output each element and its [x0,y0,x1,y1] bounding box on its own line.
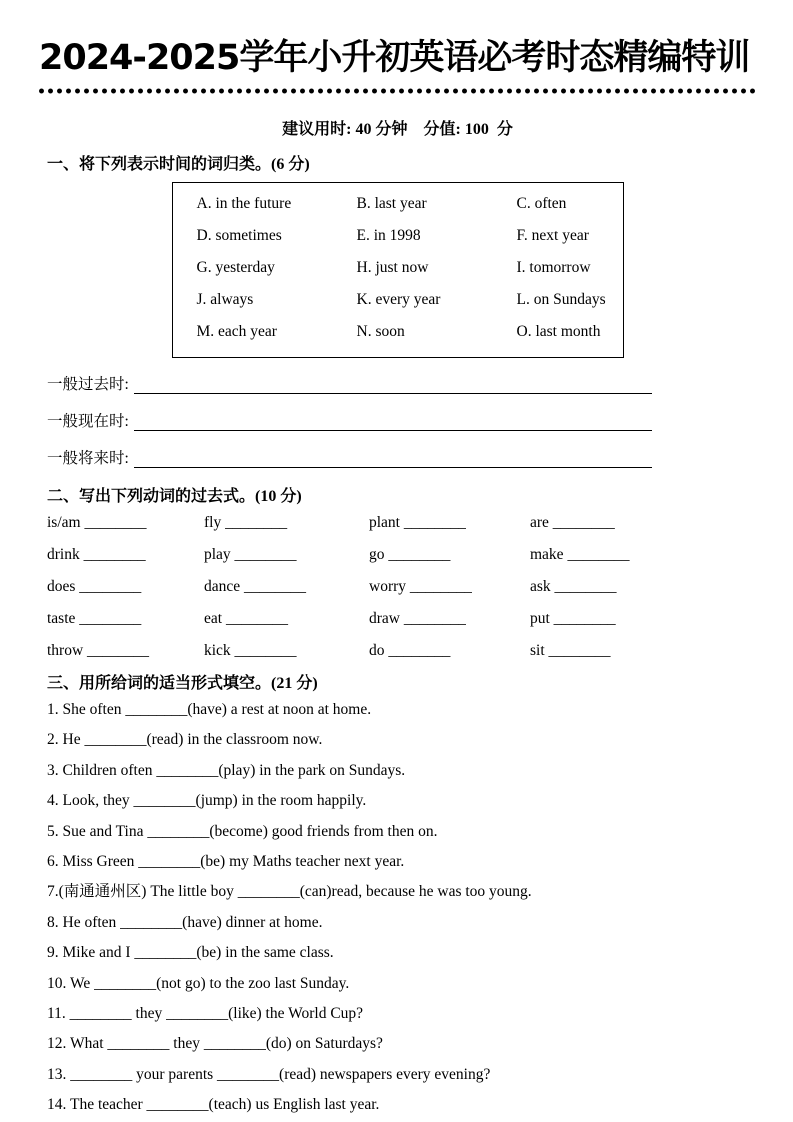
verb-cell: ask ________ [530,578,617,595]
question-item: 12. What ________ they ________(do) on Saturdays? [47,1035,383,1053]
verb-cell: go ________ [369,546,451,563]
question-item: 5. Sue and Tina ________(become) good friends from then on. [47,822,438,840]
verb-cell: dance ________ [204,578,307,595]
verb-cell: put ________ [530,610,616,627]
option-cell: K. every year [356,291,441,308]
question-item: 4. Look, they ________(jump) in the room happily. [47,792,367,810]
option-cell: J. always [196,291,254,308]
option-cell: I. tomorrow [516,259,591,276]
question-item: 10. We ________(not go) to the zoo last Sunday. [47,974,350,992]
option-cell: E. in 1998 [356,227,421,244]
option-cell: O. last month [516,323,601,340]
answer-line [134,414,652,431]
question-item: 7.(南通通州区) The little boy ________(can)read, because he was too young. [47,883,532,901]
question-item: 11. ________ they ________(like) the World Cup? [47,1005,364,1023]
option-cell: B. last year [356,195,427,212]
tense-answer-row [47,409,748,431]
verb-cell: draw ________ [369,610,466,627]
option-cell: G. yesterday [196,259,275,276]
dotted-divider [37,86,758,96]
question-item: 6. Miss Green ________(be) my Maths teacher next year. [47,853,405,871]
page-title: 2024-2025学年小升初英语必考时态精编特训 [39,38,750,78]
verb-cell: kick ________ [204,642,297,659]
answer-line [134,451,652,468]
option-cell: L. on Sundays [516,291,606,308]
tense-label: 一般过去时: [47,376,129,393]
question-item: 2. He ________(read) in the classroom now. [47,731,323,749]
verb-cell: fly ________ [204,514,288,531]
verb-cell: sit ________ [530,642,611,659]
option-cell: A. in the future [196,195,292,212]
verb-cell: play ________ [204,546,297,563]
verb-cell: does ________ [47,578,142,595]
option-cell: H. just now [356,259,429,276]
verb-cell: taste ________ [47,610,142,627]
verb-cell: is/am ________ [47,514,147,531]
question-item: 13. ________ your parents ________(read) newspapers every evening? [47,1065,491,1083]
verb-cell: do ________ [369,642,451,659]
options-box [172,182,624,358]
verb-cell: make ________ [530,546,630,563]
question-item: 1. She often ________(have) a rest at noon at home. [47,701,372,718]
option-cell: C. often [516,195,567,212]
verb-cell: eat ________ [204,610,288,627]
verb-cell: worry ________ [369,578,472,595]
option-cell: F. next year [516,227,589,244]
option-cell: N. soon [356,323,405,340]
verb-cell: plant ________ [369,514,466,531]
question-item: 3. Children often ________(play) in the park on Sundays. [47,761,406,779]
question-item: 9. Mike and I ________(be) in the same class. [47,944,334,962]
tense-answer-row [47,372,748,394]
verb-cell: are ________ [530,514,615,531]
section-2-heading: 二、写出下列动词的过去式。(10 分) [47,488,302,505]
answer-line [134,377,652,394]
question-item: 14. The teacher ________(teach) us English last year. [47,1096,380,1114]
tense-answer-row [47,446,748,468]
tense-label: 一般将来时: [47,450,129,467]
question-list [47,701,748,1115]
exam-meta: 建议用时: 40 分钟 分值: 100 分 [282,121,513,138]
tense-label: 一般现在时: [47,413,129,430]
question-item: 8. He often ________(have) dinner at home. [47,913,323,931]
option-cell: M. each year [196,323,277,340]
option-cell: D. sometimes [196,227,282,244]
verb-grid [47,514,748,660]
verb-cell: throw ________ [47,642,150,659]
section-1-heading: 一、将下列表示时间的词归类。(6 分) [47,156,310,173]
section-3-heading: 三、用所给词的适当形式填空。(21 分) [47,675,318,692]
verb-cell: drink ________ [47,546,146,563]
